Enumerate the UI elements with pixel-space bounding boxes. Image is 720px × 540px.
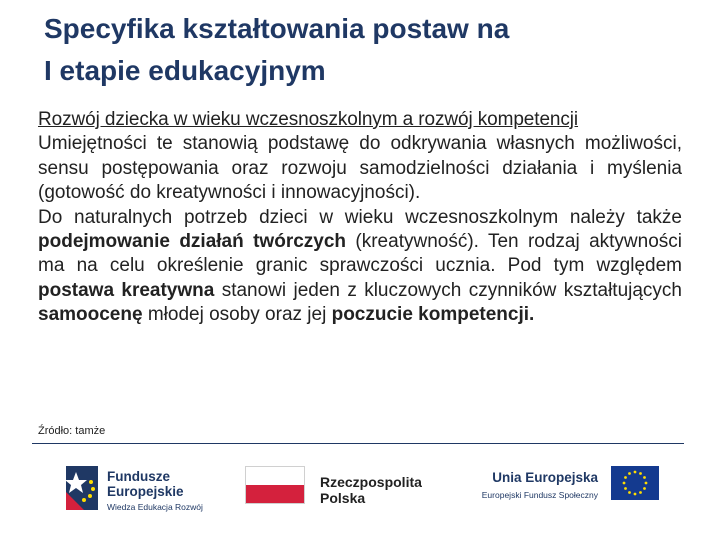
fundusze-europejskie-logo: [62, 462, 222, 520]
fundusze-line-2: Europejskie: [107, 484, 184, 499]
paragraph-2-text-2: (kreatywność). Ten rodzaj aktywności ma na celu określenie granic sprawczości ucznia. Pod tym względem: [38, 231, 683, 277]
section-subtitle: Rozwój dziecka w wieku wczesnoszkolnym a rozwój kompetencji: [38, 109, 579, 130]
paragraph-2-bold-4: poczucie kompetencji.: [331, 304, 535, 326]
paragraph-2-text-3: stanowi jeden z kluczowych czynników kształtujących: [214, 279, 682, 301]
slide-body: [38, 108, 682, 328]
rzeczpospolita-polska-name: [320, 474, 422, 506]
paragraph-1: Umiejętności te stanowią podstawę do odkrywania własnych możliwości, sensu postępowania oraz rozwoju samodzielności działania i myślenia (gotowość do kreatywności i innowacyjności).: [38, 133, 682, 204]
title-line-1: Specyfika kształtowania postaw na: [44, 13, 510, 44]
unia-europejska-logo: [458, 462, 668, 520]
paragraph-2-bold-1: podejmowanie działań twórczych: [38, 231, 347, 253]
polish-flag-icon: [245, 466, 305, 504]
rzeczpospolita-line-1: Rzeczpospolita: [320, 474, 422, 490]
footer-divider: [32, 443, 684, 444]
paragraph-2-text-1: Do naturalnych potrzeb dzieci w wieku wczesnoszkolnym należy także: [38, 206, 682, 228]
unia-fund-name: Europejski Fundusz Społeczny: [481, 490, 598, 500]
fundusze-europejskie-star-icon: [62, 462, 102, 514]
rzeczpospolita-line-2: Polska: [320, 490, 366, 506]
paragraph-2-bold-3: samoocenę: [38, 304, 143, 326]
source-note: Źródło: tamże: [38, 425, 106, 437]
unia-europejska-name: Unia Europejska: [492, 470, 598, 485]
title-line-2: I etapie edukacyjnym: [44, 55, 326, 86]
fundusze-line-1: Fundusze: [107, 469, 170, 484]
slide-title: [44, 8, 684, 92]
paragraph-2: [38, 206, 682, 328]
fundusze-europejskie-name: [107, 469, 184, 499]
paragraph-2-bold-2: postawa kreatywna: [38, 279, 215, 301]
fundusze-program-name: Wiedza Edukacja Rozwój: [107, 502, 203, 512]
rzeczpospolita-polska-logo: [245, 462, 435, 520]
eu-flag-icon: [611, 466, 659, 500]
paragraph-2-text-4: młodej osoby oraz jej: [142, 304, 332, 326]
